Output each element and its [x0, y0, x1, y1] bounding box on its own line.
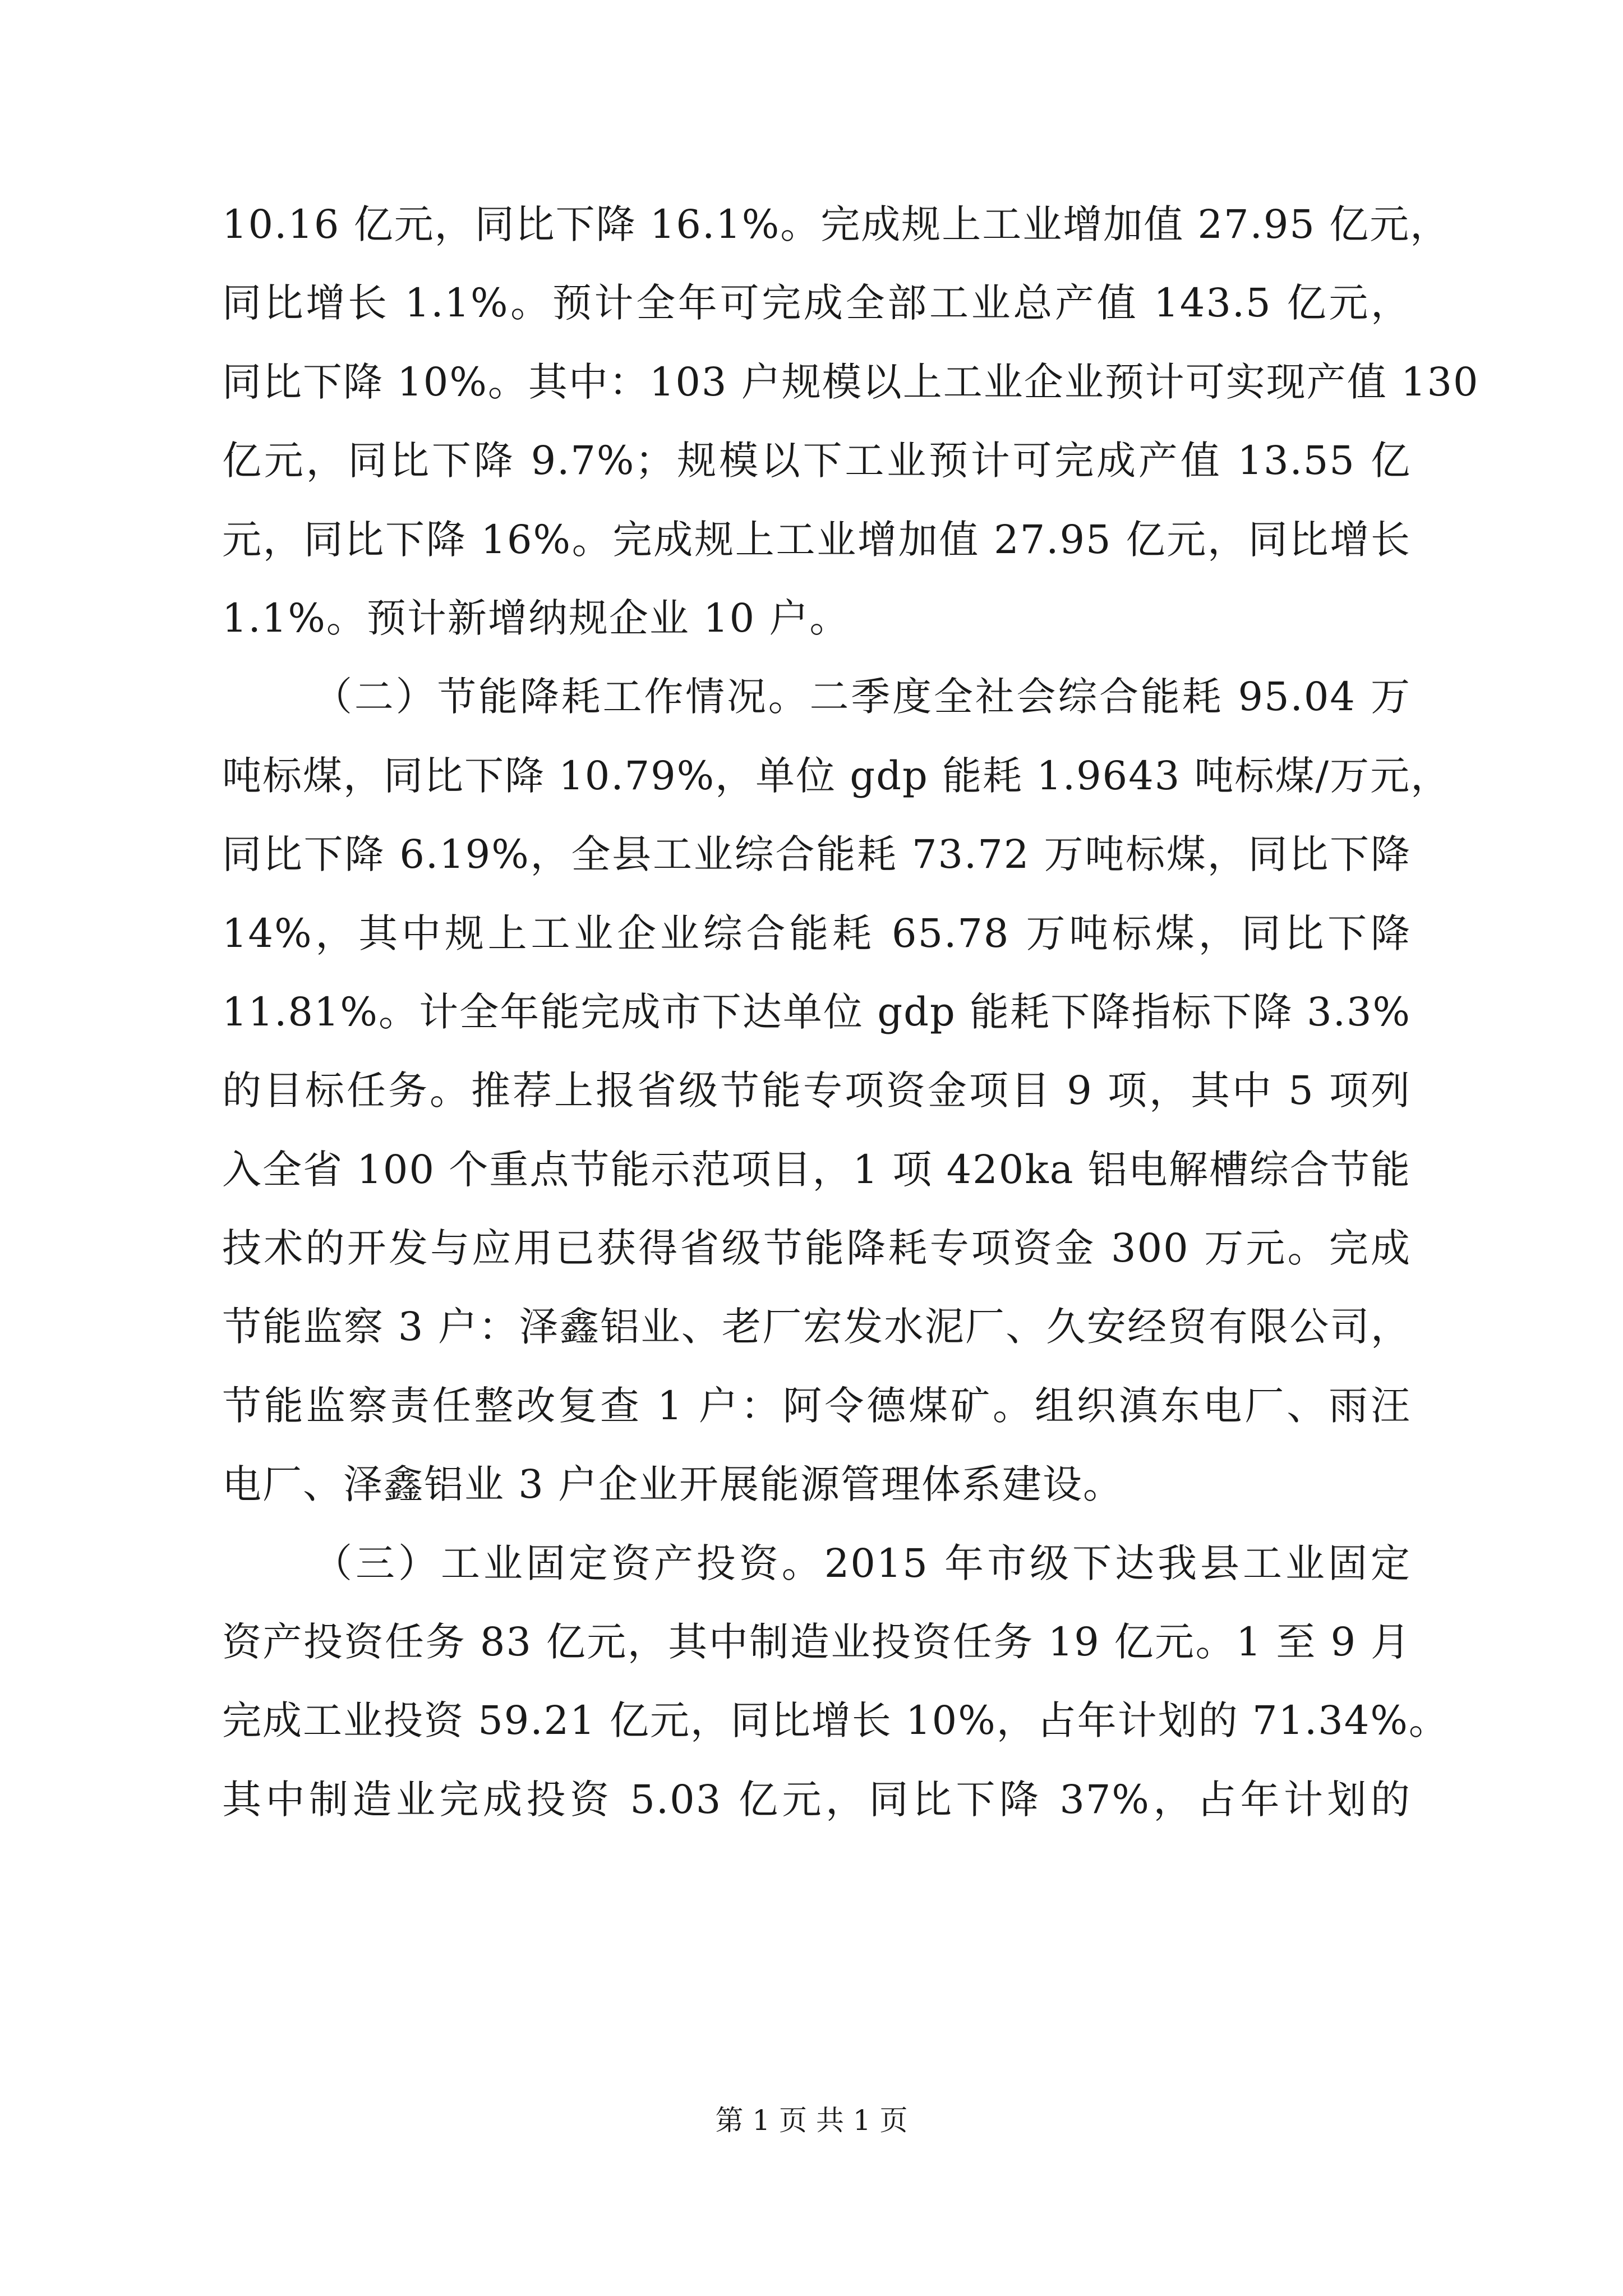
text-line-10: 14%，其中规上工业企业综合能耗 65.78 万吨标煤，同比下降 [222, 910, 1411, 956]
page-footer: 第 1 页 共 1 页 [715, 2104, 908, 2137]
text-line-11: 11.81%。计全年能完成市下达单位 gdp 能耗下降指标下降 3.3% [222, 988, 1411, 1035]
text-line-18: （三）工业固定资产投资。2015 年市级下达我县工业固定 [313, 1540, 1411, 1586]
text-line-1: 10.16 亿元，同比下降 16.1%。完成规上工业增加值 27.95 亿元， [222, 201, 1451, 247]
text-line-2: 同比增长 1.1%。预计全年可完成全部工业总产值 143.5 亿元， [222, 280, 1411, 326]
text-line-13: 入全省 100 个重点节能示范项目，1 项 420ka 铝电解槽综合节能 [222, 1146, 1411, 1193]
text-line-6: 1.1%。预计新增纳规企业 10 户。 [222, 595, 850, 641]
text-line-17: 电厂、泽鑫铝业 3 户企业开展能源管理体系建设。 [222, 1461, 1124, 1508]
text-line-5: 元，同比下降 16%。完成规上工业增加值 27.95 亿元，同比增长 [222, 516, 1411, 563]
text-line-9: 同比下降 6.19%，全县工业综合能耗 73.72 万吨标煤，同比下降 [222, 831, 1411, 878]
text-line-3: 同比下降 10%。其中：103 户规模以上工业企业预计可实现产值 130 [222, 358, 1479, 405]
text-line-12: 的目标任务。推荐上报省级节能专项资金项目 9 项，其中 5 项列 [222, 1068, 1411, 1114]
document-body [222, 185, 1479, 1839]
text-line-8: 吨标煤，同比下降 10.79%，单位 gdp 能耗 1.9643 吨标煤/万元， [222, 752, 1451, 799]
text-line-4: 亿元，同比下降 9.7%；规模以下工业预计可完成产值 13.55 亿 [222, 438, 1411, 484]
text-line-14: 技术的开发与应用已获得省级节能降耗专项资金 300 万元。完成 [222, 1225, 1411, 1272]
text-line-19: 资产投资任务 83 亿元，其中制造业投资任务 19 亿元。1 至 9 月 [222, 1619, 1411, 1665]
text-line-7: （二）节能降耗工作情况。二季度全社会综合能耗 95.04 万 [313, 674, 1411, 720]
text-line-20: 完成工业投资 59.21 亿元，同比增长 10%，占年计划的 71.34%。 [222, 1697, 1449, 1744]
text-line-15: 节能监察 3 户：泽鑫铝业、老厂宏发水泥厂、久安经贸有限公司， [222, 1304, 1411, 1350]
text-line-16: 节能监察责任整改复查 1 户：阿令德煤矿。组织滇东电厂、雨汪 [222, 1382, 1411, 1429]
text-line-21: 其中制造业完成投资 5.03 亿元，同比下降 37%，占年计划的 [222, 1776, 1411, 1823]
